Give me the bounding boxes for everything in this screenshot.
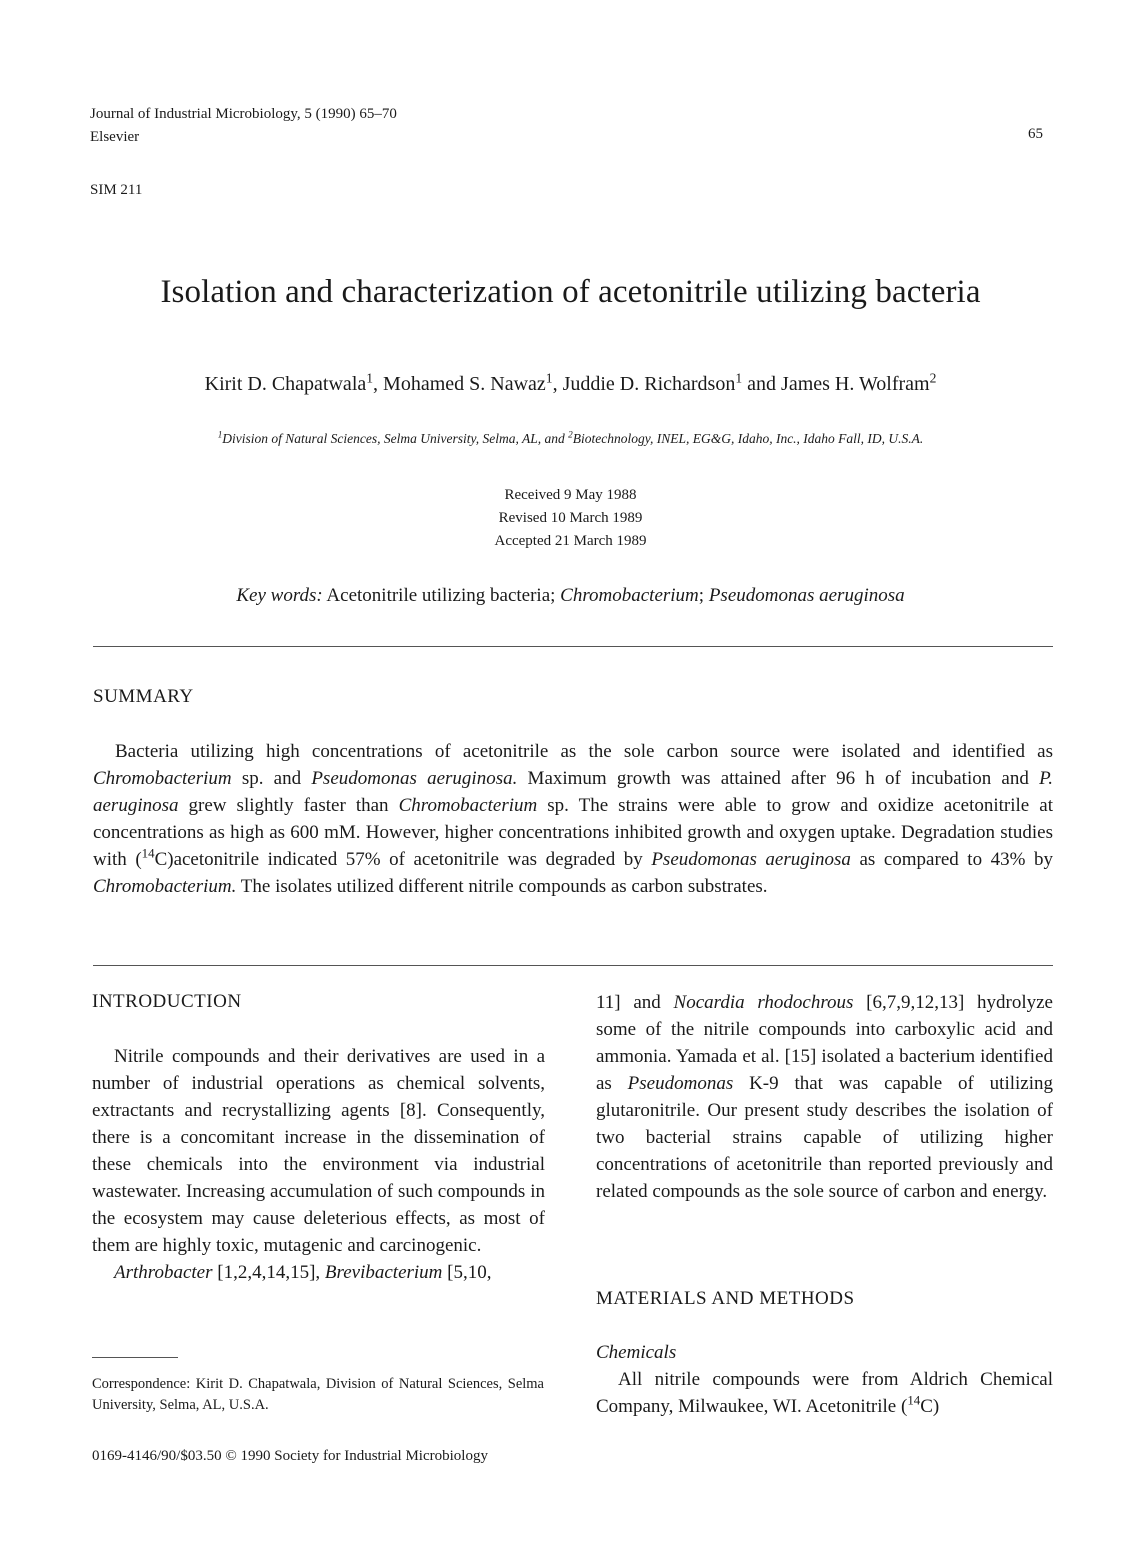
journal-citation: Journal of Industrial Microbiology, 5 (1990) 65–70 (90, 106, 397, 122)
received-date: Received 9 May 1988 (504, 487, 637, 503)
accepted-date: Accepted 21 March 1989 (494, 533, 647, 549)
keywords (0, 585, 1141, 607)
author-sep: , (552, 373, 563, 395)
author-2: Mohamed S. Nawaz (383, 373, 546, 395)
author-list (0, 370, 1141, 396)
keyword-2: Chromobacterium (560, 585, 699, 606)
affil-2: Biotechnology, INEL, EG&G, Idaho, Inc., Idaho Fall, ID, U.S.A. (572, 431, 924, 446)
author-sep: and (742, 373, 782, 395)
author-1-affil: 1 (366, 370, 374, 386)
affiliations (0, 431, 1141, 447)
correspondence-footnote: Correspondence: Kirit D. Chapatwala, Division of Natural Sciences, Selma University, Selma, AL, U.S.A. (92, 1376, 544, 1413)
paper-title: Isolation and characterization of acetonitrile utilizing bacteria (160, 274, 981, 310)
keywords-label: Key words: (236, 585, 323, 606)
affil-marker-1: 1 (217, 429, 223, 440)
divider-bottom (93, 965, 1053, 966)
author-4: James H. Wolfram (781, 373, 930, 395)
author-4-affil: 2 (929, 370, 937, 386)
introduction-body (92, 1043, 545, 1286)
copyright-line: 0169-4146/90/$03.50 © 1990 Society for Industrial Microbiology (92, 1448, 488, 1464)
affil-1: Division of Natural Sciences, Selma University, Selma, AL, and (222, 431, 569, 446)
keyword-3: Pseudomonas aeruginosa (708, 585, 905, 606)
page-number: 65 (1028, 126, 1043, 142)
author-3: Juddie D. Richardson (562, 373, 736, 395)
footnote-rule (92, 1357, 178, 1358)
author-3-affil: 1 (735, 370, 743, 386)
chemicals-text: All nitrile compounds were from Aldrich Chemical Company, Milwaukee, WI. Acetonitrile ($^{14}$C) (596, 1369, 1053, 1417)
divider-top (93, 646, 1053, 647)
history-dates (0, 484, 1141, 553)
introduction-continued: 11] and Nocardia rhodochrous [6,7,9,12,13] hydrolyze some of the nitrile compounds into carboxylic acid and ammonia. Yamada et al. [15] isolated a bacterium identified as Pseudomonas K-9 that was capable of utilizing glutaronitrile. Our present study describes the isolation of two bacterial strains capable of utilizing higher concentrations of acetonitrile than reported previously and related compounds as the sole source of carbon and energy. (596, 992, 1053, 1202)
author-sep: , (373, 373, 384, 395)
keyword-sep: ; (698, 585, 709, 606)
revised-date: Revised 10 March 1989 (498, 510, 643, 526)
summary-text: Bacteria utilizing high concentrations of acetonitrile as the sole carbon source were isolated and identified as Chromobacterium sp. and Pseudomonas aeruginosa. Maximum growth was attained after 96 h of incubation and P. aeruginosa grew slightly faster than Chromobacterium sp. The strains were able to grow and oxidize acetonitrile at concentrations as high as 600 mM. However, higher concentrations inhibited growth and oxygen uptake. Degradation studies with ($^{14}$C)acetonitrile indicated 57% of acetonitrile was degraded by Pseudomonas aeruginosa as compared to 43% by Chromobacterium. The isolates utilized different nitrile compounds as carbon substrates. (93, 741, 1053, 897)
summary-heading: SUMMARY (93, 686, 194, 707)
keyword-1: Acetonitrile utilizing bacteria; (322, 585, 561, 606)
intro-paragraph-1: Nitrile compounds and their derivatives are used in a number of industrial operations as chemical solvents, extractants and recrystallizing agents [8]. Consequently, there is a concomitant increase in the dissemination of these chemicals into the environment via industrial wastewater. Increasing accumulation of such compounds in the ecosystem may cause deleterious effects, as most of them are highly toxic, mutagenic and carcinogenic. (92, 1046, 545, 1256)
intro-paragraph-2: Arthrobacter [1,2,4,14,15], Brevibacterium [5,10, (114, 1262, 492, 1283)
chemicals-heading: Chemicals (596, 1342, 677, 1363)
introduction-heading: INTRODUCTION (92, 991, 242, 1012)
affil-marker-2: 2 (568, 429, 573, 440)
author-1: Kirit D. Chapatwala (204, 373, 367, 395)
author-2-affil: 1 (545, 370, 553, 386)
sim-code: SIM 211 (90, 182, 143, 198)
methods-heading: MATERIALS AND METHODS (596, 1288, 855, 1309)
publisher: Elsevier (90, 129, 140, 145)
